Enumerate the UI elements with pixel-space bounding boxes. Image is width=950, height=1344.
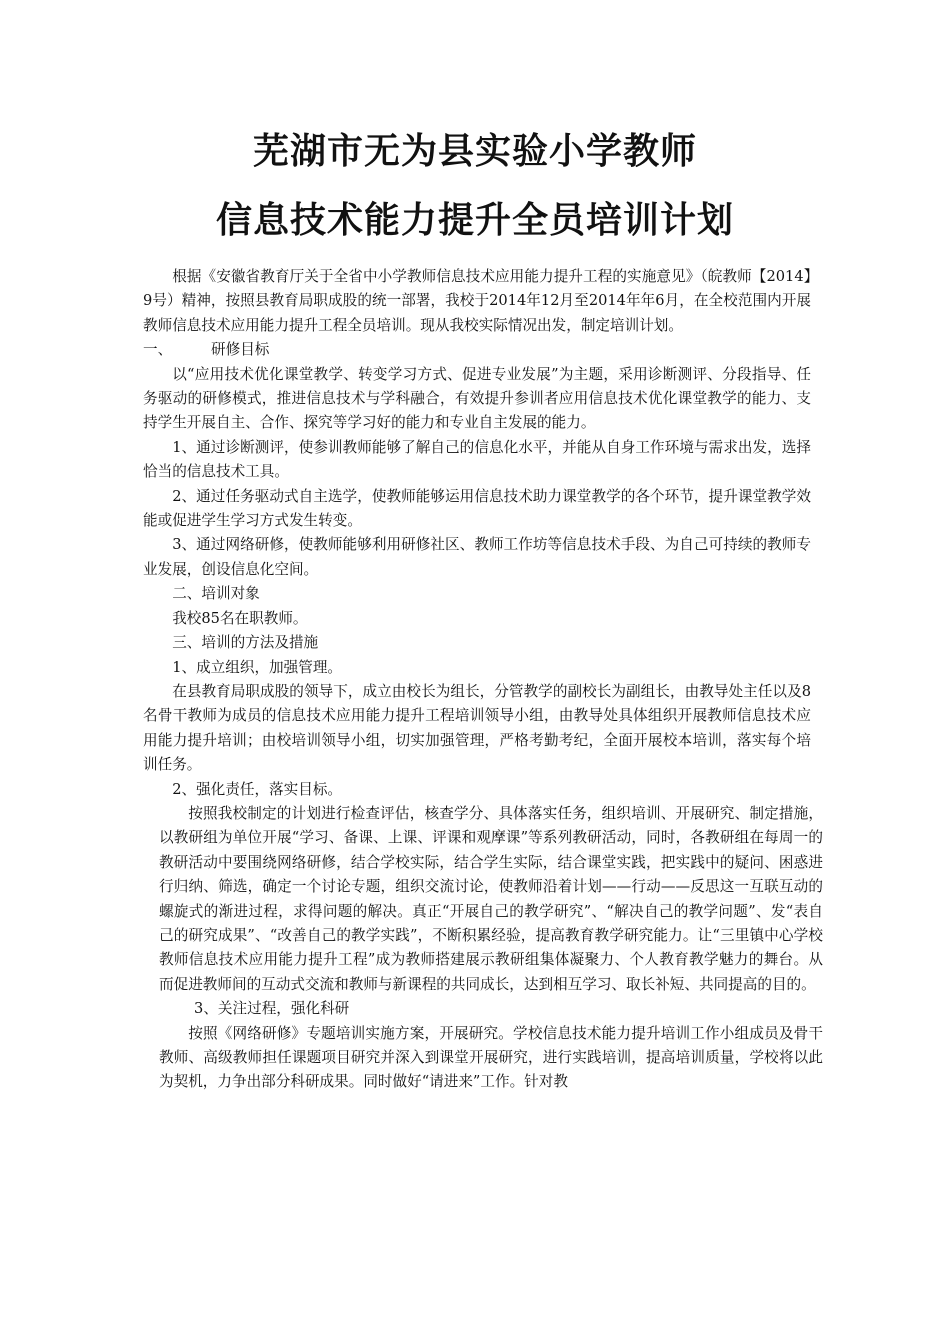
document-title-line-1: 芜湖市无为县实验小学教师 — [252, 131, 697, 172]
section-2-heading: 二、培训对象 — [172, 585, 260, 603]
section-1-item-3: 3、通过网络研修，使教师能够利用研修社区、教师工作坊等信息技术手段、为自己可持续的教师专业发展，创设信息化空间。 — [143, 536, 811, 578]
section-3-sub-2-heading: 2、强化责任，落实目标。 — [172, 780, 343, 798]
section-2-paragraph: 我校85名在职教师。 — [172, 609, 308, 627]
document-title-line-2: 信息技术能力提升全员培训计划 — [215, 200, 734, 241]
section-3-sub-1-paragraph: 在县教育局职成股的领导下，成立由校长为组长，分管教学的副校长为副组长，由教导处主任以及8名骨干教师为成员的信息技术应用能力提升工程培训领导小组，由教导处具体组织开展教师信息技术应用能力提升培训；由校培训领导小组，切实加强管理，严格考勤考纪，全面开展校本培训，落实每个培训任务。 — [143, 682, 811, 774]
section-3-sub-1-heading: 1、成立组织，加强管理。 — [172, 658, 343, 676]
section-3-sub-3-paragraph: 按照《网络研修》专题培训实施方案，开展研究。学校信息技术能力提升培训工作小组成员及骨干教师、高级教师担任课题项目研究并深入到课堂开展研究，进行实践培训，提高培训质量，学校将以此为契机，力争出部分科研成果。同时做好“请进来”工作。针对教 — [159, 1024, 823, 1091]
intro-paragraph: 根据《安徽省教育厅关于全省中小学教师信息技术应用能力提升工程的实施意见》（皖教师【2014】9号）精神，按照县教育局职成股的统一部署，我校于2014年12月至2014年年6月，在全校范围内开展教师信息技术应用能力提升工程全员培训。现从我校实际情况出发，制定培训计划。 — [143, 268, 811, 334]
section-1-title: 研修目标 — [211, 341, 270, 359]
section-1-number: 一、 — [143, 341, 173, 359]
section-3-sub-2-paragraph: 按照我校制定的计划进行检查评估，核查学分、具体落实任务，组织培训、开展研究、制定措施，以教研组为单位开展“学习、备课、上课、评课和观摩课”等系列教研活动，同时，各教研组在每周一的教研活动中要围绕网络研修，结合学校实际，结合学生实际，结合课堂实践，把实践中的疑问、困惑进行归纳、筛选，确定一个讨论专题，组织交流讨论，使教师沿着计划——行动——反思这一互联互动的螺旋式的渐进过程，求得问题的解决。真正“开展自己的教学研究”、“解决自己的教学问题”、发“表自己的研究成果”、“改善自己的教学实践”，不断积累经验，提高教育教学研究能力。让“三里镇中心学校教师信息技术应用能力提升工程”成为教师搭建展示教研组集体凝聚力、个人教育教学魅力的舞台。从而促进教师间的互动式交流和教师与新课程的共同成长，达到相互学习、取长补短、共同提高的目的。 — [159, 804, 823, 993]
section-1-heading — [143, 338, 811, 362]
section-3-sub-3-heading: 3、关注过程，强化科研 — [194, 1000, 350, 1018]
section-1-item-1: 1、通过诊断测评，使参训教师能够了解自己的信息化水平，并能从自身工作环境与需求出发，选择恰当的信息技术工具。 — [143, 438, 811, 481]
section-1-paragraph: 以“应用技术优化课堂教学、转变学习方式、促进专业发展”为主题，采用诊断测评、分段指导、任务驱动的研修模式，推进信息技术与学科融合，有效提升参训者应用信息技术优化课堂教学的能力、支持学生开展自主、合作、探究等学习好的能力和专业自主发展的能力。 — [143, 365, 811, 432]
section-1-item-2: 2、通过任务驱动式自主选学，使教师能够运用信息技术助力课堂教学的各个环节，提升课堂教学效能或促进学生学习方式发生转变。 — [143, 487, 811, 530]
document-body — [143, 265, 823, 1095]
section-3-heading: 三、培训的方法及措施 — [172, 634, 319, 652]
